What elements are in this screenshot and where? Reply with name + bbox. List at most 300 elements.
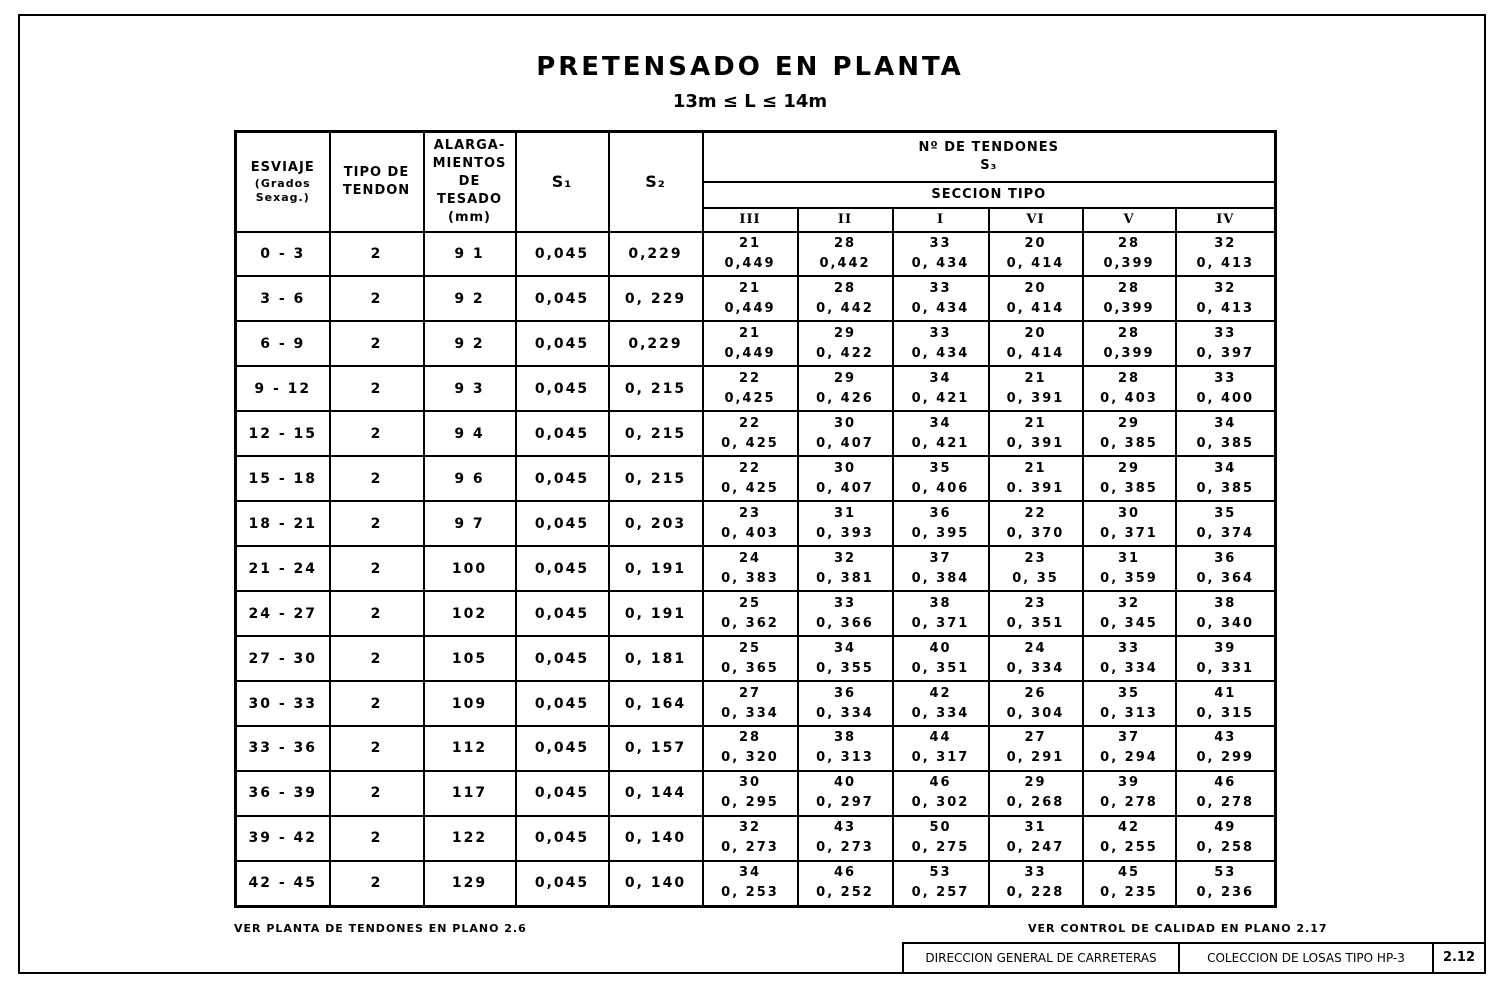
tendon-count: 40 xyxy=(833,775,857,791)
tendon-value: 0, 371 xyxy=(911,615,970,631)
tendon-value: 0,425 xyxy=(724,390,776,406)
tendon-value: 0, 434 xyxy=(911,345,970,361)
tendon-value: 0, 275 xyxy=(911,840,970,856)
tendon-cell xyxy=(703,501,798,546)
tendon-count: 32 xyxy=(1214,280,1237,296)
title-block-plan-number: 2.12 xyxy=(1432,942,1486,974)
alargamiento-cell: 9 2 xyxy=(424,276,516,321)
tendon-count: 30 xyxy=(833,415,857,431)
tendon-count: 34 xyxy=(929,370,952,386)
tendon-value: 0, 299 xyxy=(1196,750,1255,766)
header-section-iv: IV xyxy=(1176,208,1276,232)
tipo-cell: 2 xyxy=(330,861,424,907)
esviaje-cell: 33 - 36 xyxy=(236,726,330,771)
tendon-count: 40 xyxy=(929,640,952,656)
s1-cell: 0,045 xyxy=(516,681,609,726)
tendon-value: 0, 268 xyxy=(1006,795,1065,811)
tendon-value: 0, 385 xyxy=(1100,480,1158,496)
tendon-cell xyxy=(893,232,989,277)
tendon-count: 32 xyxy=(833,550,857,566)
s2-cell: 0,229 xyxy=(609,321,703,366)
alargamiento-cell: 9 4 xyxy=(424,411,516,456)
tendon-value: 0, 253 xyxy=(721,885,779,901)
tendon-cell xyxy=(893,726,989,771)
tendon-cell xyxy=(798,771,893,816)
tendon-value: 0, 35 xyxy=(1012,570,1059,586)
tendon-value: 0, 228 xyxy=(1006,885,1065,901)
tendon-value: 0,449 xyxy=(724,300,776,316)
tipo-cell: 2 xyxy=(330,771,424,816)
tendon-cell xyxy=(1176,681,1276,726)
tendon-value: 0, 320 xyxy=(721,750,779,766)
header-s3: S₃ xyxy=(980,157,998,173)
tendon-cell xyxy=(1083,321,1176,366)
tendon-count: 34 xyxy=(1214,415,1237,431)
tendon-count: 21 xyxy=(738,235,762,251)
tendon-value: 0, 258 xyxy=(1196,840,1255,856)
tendon-count: 21 xyxy=(1024,460,1047,476)
tendon-value: 0, 278 xyxy=(1100,795,1158,811)
tendon-value: 0, 425 xyxy=(721,480,779,496)
tendon-cell xyxy=(1083,591,1176,636)
s1-cell: 0,045 xyxy=(516,636,609,681)
tendon-cell xyxy=(893,591,989,636)
tendon-count: 33 xyxy=(1214,325,1237,341)
tendon-value: 0, 317 xyxy=(911,750,970,766)
tendon-count: 33 xyxy=(833,595,857,611)
tendon-count: 43 xyxy=(833,820,857,836)
page-subtitle: 13m ≤ L ≤ 14m xyxy=(672,91,828,112)
title-block-org: DIRECCION GENERAL DE CARRETERAS xyxy=(902,942,1180,974)
tendon-value: 0, 370 xyxy=(1006,525,1065,541)
tendon-value: 0, 255 xyxy=(1100,840,1158,856)
alargamiento-cell: 109 xyxy=(424,681,516,726)
tendon-value: 0, 334 xyxy=(1100,660,1158,676)
tendon-value: 0, 421 xyxy=(911,435,970,451)
table-row xyxy=(236,861,1276,907)
tendon-cell xyxy=(893,861,989,907)
tendon-count: 39 xyxy=(1117,775,1141,791)
tendon-count: 27 xyxy=(738,685,762,701)
tendon-value: 0, 236 xyxy=(1196,885,1255,901)
tendon-cell xyxy=(1083,366,1176,411)
tendon-cell xyxy=(703,861,798,907)
esviaje-cell: 21 - 24 xyxy=(236,546,330,591)
header-s2: S₂ xyxy=(609,132,703,232)
tendon-cell xyxy=(1083,456,1176,501)
tendon-count: 33 xyxy=(1214,370,1237,386)
s2-cell: 0, 164 xyxy=(609,681,703,726)
esviaje-cell: 18 - 21 xyxy=(236,501,330,546)
tendon-count: 33 xyxy=(1117,640,1141,656)
table-row xyxy=(236,546,1276,591)
tendon-cell xyxy=(989,591,1083,636)
tendon-cell xyxy=(1083,771,1176,816)
header-n-tendones-label: Nº DE TENDONES xyxy=(918,139,1060,155)
tendon-count: 41 xyxy=(1214,685,1237,701)
tendon-value: 0, 421 xyxy=(911,390,970,406)
tendon-count: 49 xyxy=(1214,820,1237,836)
tendon-value: 0, 302 xyxy=(911,795,970,811)
tipo-cell: 2 xyxy=(330,816,424,861)
esviaje-cell: 39 - 42 xyxy=(236,816,330,861)
tendon-count: 33 xyxy=(929,235,952,251)
s2-cell: 0, 157 xyxy=(609,726,703,771)
tendon-cell xyxy=(1083,816,1176,861)
tendon-cell xyxy=(989,636,1083,681)
tendon-cell xyxy=(1176,861,1276,907)
tendon-cell xyxy=(893,276,989,321)
tendon-cell xyxy=(703,591,798,636)
tendon-cell xyxy=(989,411,1083,456)
esviaje-cell: 30 - 33 xyxy=(236,681,330,726)
tendon-value: 0, 273 xyxy=(721,840,779,856)
tendon-cell xyxy=(703,366,798,411)
header-seccion-tipo: SECCION TIPO xyxy=(703,182,1276,208)
tendon-count: 46 xyxy=(929,775,952,791)
esviaje-cell: 15 - 18 xyxy=(236,456,330,501)
tendon-count: 35 xyxy=(1214,505,1237,521)
tendon-cell xyxy=(798,366,893,411)
tendon-cell xyxy=(989,771,1083,816)
tendon-cell xyxy=(989,681,1083,726)
tendon-count: 28 xyxy=(1117,370,1141,386)
tendon-cell xyxy=(703,681,798,726)
tendon-value: 0, 247 xyxy=(1006,840,1065,856)
alargamiento-cell: 100 xyxy=(424,546,516,591)
tendon-count: 21 xyxy=(1024,415,1047,431)
tendon-cell xyxy=(989,276,1083,321)
tendon-value: 0, 374 xyxy=(1196,525,1255,541)
tendon-count: 37 xyxy=(1117,730,1141,746)
tendon-value: 0, 395 xyxy=(911,525,970,541)
tendon-value: 0, 334 xyxy=(911,705,970,721)
tendon-count: 50 xyxy=(929,820,952,836)
tendon-count: 35 xyxy=(929,460,952,476)
tendon-cell xyxy=(703,411,798,456)
tendon-value: 0, 391 xyxy=(1006,435,1065,451)
table-row xyxy=(236,816,1276,861)
tendon-value: 0,449 xyxy=(724,255,776,271)
tendon-cell xyxy=(1176,232,1276,277)
esviaje-cell: 6 - 9 xyxy=(236,321,330,366)
s2-cell: 0, 215 xyxy=(609,411,703,456)
tipo-cell: 2 xyxy=(330,681,424,726)
note-planta-tendones: VER PLANTA DE TENDONES EN PLANO 2.6 xyxy=(234,922,527,935)
s1-cell: 0,045 xyxy=(516,816,609,861)
tendon-cell xyxy=(989,546,1083,591)
tipo-cell: 2 xyxy=(330,501,424,546)
header-alarg xyxy=(424,132,516,232)
tendon-count: 20 xyxy=(1024,280,1047,296)
tendon-cell xyxy=(798,232,893,277)
tendon-value: 0, 365 xyxy=(721,660,779,676)
tendon-cell xyxy=(1176,276,1276,321)
tipo-cell: 2 xyxy=(330,546,424,591)
s1-cell: 0,045 xyxy=(516,771,609,816)
tendon-cell xyxy=(798,861,893,907)
tipo-cell: 2 xyxy=(330,636,424,681)
tendon-value: 0. 391 xyxy=(1006,480,1065,496)
tendon-cell xyxy=(798,546,893,591)
tipo-cell: 2 xyxy=(330,411,424,456)
s1-cell: 0,045 xyxy=(516,591,609,636)
tendon-value: 0, 278 xyxy=(1196,795,1255,811)
alargamiento-cell: 112 xyxy=(424,726,516,771)
tendon-cell xyxy=(798,501,893,546)
tendon-count: 20 xyxy=(1024,325,1047,341)
tipo-cell: 2 xyxy=(330,276,424,321)
tendon-count: 21 xyxy=(1024,370,1047,386)
tendon-count: 33 xyxy=(929,280,952,296)
tendon-count: 38 xyxy=(1214,595,1237,611)
header-section-i: I xyxy=(893,208,989,232)
tendon-count: 28 xyxy=(1117,325,1141,341)
alargamiento-cell: 9 2 xyxy=(424,321,516,366)
tendon-count: 37 xyxy=(929,550,952,566)
tendon-value: 0, 442 xyxy=(816,300,874,316)
alargamiento-cell: 105 xyxy=(424,636,516,681)
s1-cell: 0,045 xyxy=(516,366,609,411)
s2-cell: 0,229 xyxy=(609,232,703,277)
tendon-count: 31 xyxy=(1024,820,1047,836)
tendon-value: 0, 397 xyxy=(1196,345,1255,361)
s2-cell: 0, 203 xyxy=(609,501,703,546)
tendon-count: 35 xyxy=(1117,685,1141,701)
s2-cell: 0, 215 xyxy=(609,366,703,411)
tendon-cell xyxy=(1083,726,1176,771)
tendon-cell xyxy=(1083,861,1176,907)
tendon-value: 0, 434 xyxy=(911,300,970,316)
tendon-value: 0, 413 xyxy=(1196,300,1255,316)
tendon-value: 0, 371 xyxy=(1100,525,1158,541)
tendon-cell xyxy=(989,232,1083,277)
esviaje-cell: 9 - 12 xyxy=(236,366,330,411)
tendon-count: 42 xyxy=(929,685,952,701)
tendon-count: 31 xyxy=(1117,550,1141,566)
tendon-cell xyxy=(1176,771,1276,816)
tendon-value: 0, 426 xyxy=(816,390,874,406)
s1-cell: 0,045 xyxy=(516,276,609,321)
tendon-count: 29 xyxy=(1117,460,1141,476)
tendon-cell xyxy=(989,366,1083,411)
tendon-cell xyxy=(703,456,798,501)
tendon-value: 0, 340 xyxy=(1196,615,1255,631)
tendon-cell xyxy=(1176,456,1276,501)
header-esviaje xyxy=(236,132,330,232)
tendon-cell xyxy=(798,591,893,636)
tendon-cell xyxy=(1176,546,1276,591)
tendon-cell xyxy=(1176,321,1276,366)
header-section-ii: II xyxy=(798,208,893,232)
note-control-calidad: VER CONTROL DE CALIDAD EN PLANO 2.17 xyxy=(1028,922,1328,935)
prestress-table xyxy=(234,130,1277,908)
tipo-cell: 2 xyxy=(330,591,424,636)
tendon-cell xyxy=(989,501,1083,546)
tendon-cell xyxy=(798,636,893,681)
tendon-count: 44 xyxy=(929,730,952,746)
tendon-count: 32 xyxy=(1214,235,1237,251)
tendon-cell xyxy=(703,321,798,366)
tendon-count: 45 xyxy=(1117,865,1141,881)
tendon-cell xyxy=(1083,411,1176,456)
tendon-cell xyxy=(798,321,893,366)
tendon-count: 36 xyxy=(833,685,857,701)
tendon-value: 0, 257 xyxy=(911,885,970,901)
tendon-value: 0,442 xyxy=(819,255,871,271)
table-row xyxy=(236,366,1276,411)
tendon-count: 31 xyxy=(833,505,857,521)
tendon-count: 22 xyxy=(738,370,762,386)
header-s1: S₁ xyxy=(516,132,609,232)
s1-cell: 0,045 xyxy=(516,726,609,771)
tendon-count: 24 xyxy=(1024,640,1047,656)
tendon-cell xyxy=(1083,546,1176,591)
tendon-cell xyxy=(1176,366,1276,411)
s1-cell: 0,045 xyxy=(516,501,609,546)
tendon-value: 0, 385 xyxy=(1196,435,1255,451)
tendon-count: 29 xyxy=(1024,775,1047,791)
tendon-count: 30 xyxy=(833,460,857,476)
tendon-cell xyxy=(893,366,989,411)
tendon-value: 0, 407 xyxy=(816,480,874,496)
tendon-value: 0, 385 xyxy=(1196,480,1255,496)
tendon-cell xyxy=(893,771,989,816)
tendon-cell xyxy=(1083,636,1176,681)
tendon-cell xyxy=(989,321,1083,366)
table-row xyxy=(236,501,1276,546)
tendon-cell xyxy=(1176,501,1276,546)
tendon-value: 0, 407 xyxy=(816,435,874,451)
header-alarg-unit: (mm) xyxy=(448,209,491,225)
tendon-cell xyxy=(703,636,798,681)
tendon-value: 0, 413 xyxy=(1196,255,1255,271)
tendon-count: 27 xyxy=(1024,730,1047,746)
tendon-value: 0, 351 xyxy=(1006,615,1065,631)
table-row xyxy=(236,636,1276,681)
tendon-count: 28 xyxy=(738,730,762,746)
table-row xyxy=(236,232,1276,277)
alargamiento-cell: 9 7 xyxy=(424,501,516,546)
tendon-count: 23 xyxy=(738,505,762,521)
tendon-count: 29 xyxy=(833,325,857,341)
tendon-cell xyxy=(1176,816,1276,861)
tipo-cell: 2 xyxy=(330,232,424,277)
tendon-count: 25 xyxy=(738,640,762,656)
header-esviaje-label: ESVIAJE xyxy=(250,159,315,175)
tendon-count: 33 xyxy=(1024,865,1047,881)
alargamiento-cell: 122 xyxy=(424,816,516,861)
s2-cell: 0, 140 xyxy=(609,861,703,907)
tendon-count: 34 xyxy=(929,415,952,431)
tendon-count: 38 xyxy=(929,595,952,611)
tendon-cell xyxy=(703,726,798,771)
tendon-value: 0, 252 xyxy=(816,885,874,901)
tendon-count: 28 xyxy=(1117,235,1141,251)
tendon-count: 30 xyxy=(738,775,762,791)
tendon-count: 32 xyxy=(1117,595,1141,611)
alargamiento-cell: 102 xyxy=(424,591,516,636)
tendon-cell xyxy=(893,681,989,726)
tendon-value: 0, 364 xyxy=(1196,570,1255,586)
tendon-count: 20 xyxy=(1024,235,1047,251)
alargamiento-cell: 9 1 xyxy=(424,232,516,277)
tendon-cell xyxy=(1176,411,1276,456)
s2-cell: 0, 215 xyxy=(609,456,703,501)
tendon-value: 0, 345 xyxy=(1100,615,1158,631)
alargamiento-cell: 9 6 xyxy=(424,456,516,501)
tipo-cell: 2 xyxy=(330,726,424,771)
tendon-value: 0, 406 xyxy=(911,480,970,496)
tendon-count: 22 xyxy=(1024,505,1047,521)
tendon-count: 21 xyxy=(738,325,762,341)
tendon-cell xyxy=(893,501,989,546)
alargamiento-cell: 9 3 xyxy=(424,366,516,411)
tendon-value: 0, 384 xyxy=(911,570,970,586)
tendon-count: 29 xyxy=(1117,415,1141,431)
tendon-cell xyxy=(798,816,893,861)
tendon-cell xyxy=(893,636,989,681)
tendon-cell xyxy=(893,321,989,366)
tendon-cell xyxy=(1083,232,1176,277)
esviaje-cell: 3 - 6 xyxy=(236,276,330,321)
tendon-value: 0, 393 xyxy=(816,525,874,541)
tendon-cell xyxy=(798,276,893,321)
tendon-value: 0, 295 xyxy=(721,795,779,811)
tendon-count: 26 xyxy=(1024,685,1047,701)
tendon-value: 0, 434 xyxy=(911,255,970,271)
tendon-value: 0,449 xyxy=(724,345,776,361)
tendon-cell xyxy=(893,816,989,861)
tendon-value: 0, 383 xyxy=(721,570,779,586)
tendon-value: 0, 355 xyxy=(816,660,874,676)
tendon-count: 29 xyxy=(833,370,857,386)
tipo-cell: 2 xyxy=(330,366,424,411)
table-row xyxy=(236,681,1276,726)
tendon-cell xyxy=(989,816,1083,861)
tendon-value: 0, 366 xyxy=(816,615,874,631)
tendon-count: 53 xyxy=(929,865,952,881)
tendon-count: 34 xyxy=(738,865,762,881)
tendon-value: 0, 334 xyxy=(816,705,874,721)
table-row xyxy=(236,456,1276,501)
tendon-cell xyxy=(893,456,989,501)
tendon-value: 0, 362 xyxy=(721,615,779,631)
tendon-cell xyxy=(703,232,798,277)
tendon-count: 22 xyxy=(738,415,762,431)
tendon-cell xyxy=(1083,681,1176,726)
tendon-value: 0, 414 xyxy=(1006,255,1065,271)
s1-cell: 0,045 xyxy=(516,321,609,366)
s1-cell: 0,045 xyxy=(516,232,609,277)
tendon-count: 21 xyxy=(738,280,762,296)
tendon-value: 0, 313 xyxy=(816,750,874,766)
s2-cell: 0, 140 xyxy=(609,816,703,861)
tendon-value: 0, 334 xyxy=(1006,660,1065,676)
tendon-value: 0, 331 xyxy=(1196,660,1255,676)
tendon-cell xyxy=(1083,501,1176,546)
tendon-value: 0, 315 xyxy=(1196,705,1255,721)
tendon-value: 0, 294 xyxy=(1100,750,1158,766)
esviaje-cell: 27 - 30 xyxy=(236,636,330,681)
tendon-value: 0, 400 xyxy=(1196,390,1255,406)
tendon-count: 24 xyxy=(738,550,762,566)
esviaje-cell: 12 - 15 xyxy=(236,411,330,456)
tendon-cell xyxy=(1176,636,1276,681)
tendon-count: 43 xyxy=(1214,730,1237,746)
page-title: PRETENSADO EN PLANTA xyxy=(536,52,964,82)
tendon-value: 0, 414 xyxy=(1006,300,1065,316)
